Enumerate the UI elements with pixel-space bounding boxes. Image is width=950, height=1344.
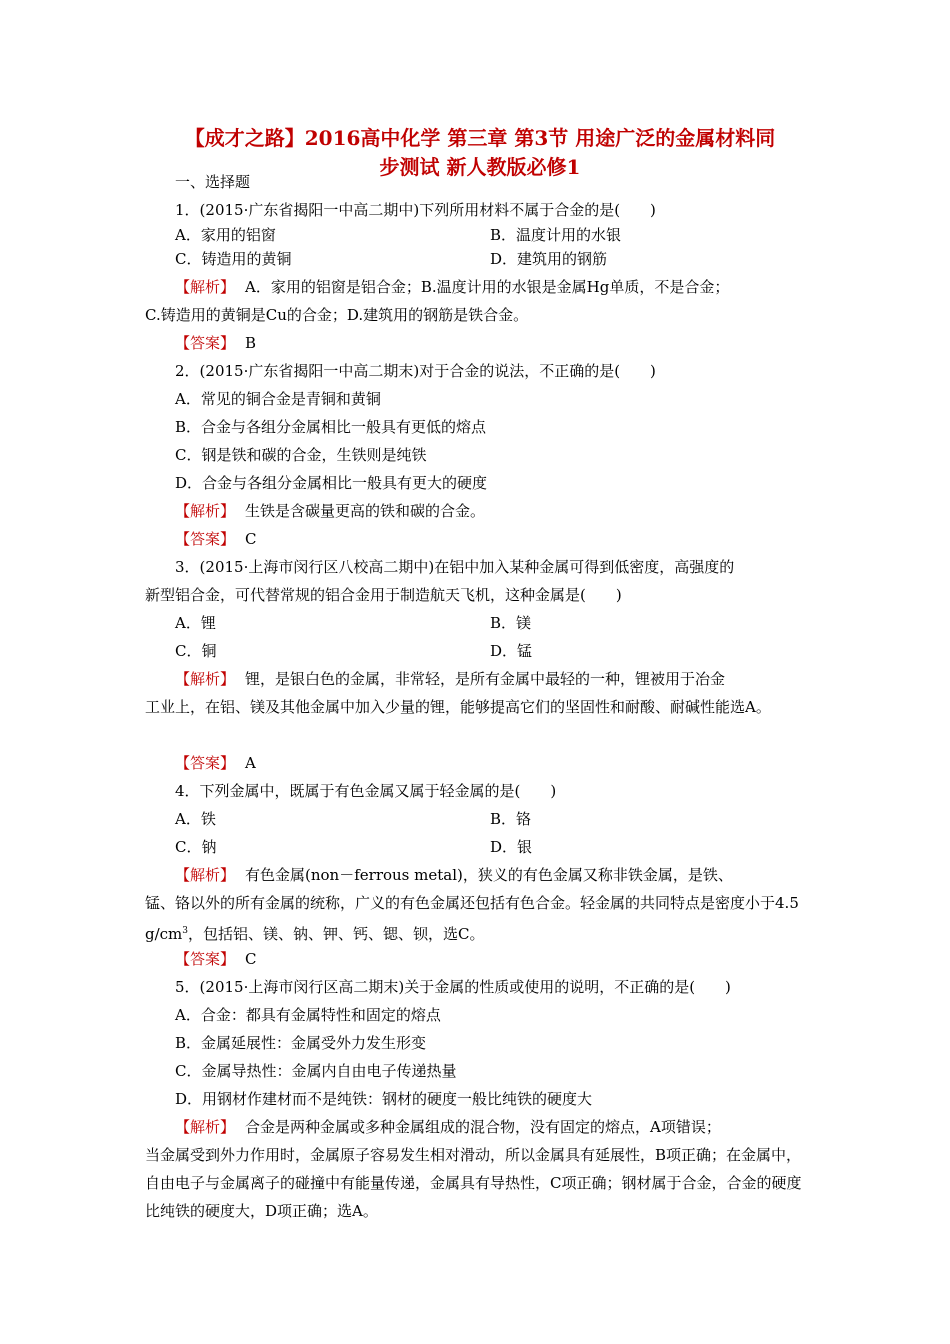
question-4 [145,777,807,973]
answer-label: 【答案】 [175,334,236,352]
option-row [145,224,807,245]
answer-line [145,945,807,973]
question-stem: 3．(2015·上海市闵行区八校高二期中)在铝中加入某种金属可得到低密度，高强度的 [175,558,735,576]
analysis-text: 锂，是银白色的金属，非常轻，是所有金属中最轻的一种，锂被用于冶金 [245,670,726,688]
analysis-text-part: 锰、铬以外的所有金属的统称，广义的有色金属还包括有色合金。轻金属的共同特点是密度小于4.5 g/cm [145,894,799,943]
document-body [145,168,807,1225]
title-line-1: 【成才之路】2016高中化学 第三章 第3节 用途广泛的金属材料同 [184,126,776,150]
option-a: A．家用的铝窗 [175,226,276,244]
analysis-line [145,665,807,693]
option-a: A．锂 [175,614,216,632]
analysis-label: 【解析】 [175,278,236,296]
analysis-continuation: C.铸造用的黄铜是Cu的合金；D.建筑用的钢筋是铁合金。 [145,306,529,324]
option-row [145,637,807,665]
analysis-text: 合金是两种金属或多种金属组成的混合物，没有固定的熔点，A项错误； [245,1118,721,1136]
question-stem-continuation: 新型铝合金，可代替常规的铝合金用于制造航天飞机，这种金属是( ) [145,586,622,604]
analysis-text: 有色金属(non－ferrous metal)，狭义的有色金属又称非铁金属，是铁、 [245,866,733,884]
option-row [145,833,807,861]
option-c: C．金属导热性：金属内自由电子传递热量 [175,1062,457,1080]
answer-label: 【答案】 [175,754,236,772]
question-3 [145,553,807,777]
question-2 [145,357,807,553]
analysis-line [145,861,807,889]
section-heading: 一、选择题 [175,173,251,191]
option-d: D．用钢材作建材而不是纯铁：钢材的硬度一般比纯铁的硬度大 [175,1090,593,1108]
analysis-line [145,273,807,301]
option-b: B．温度计用的水银 [490,226,622,244]
question-5 [145,973,807,1225]
option-d: D．建筑用的钢筋 [490,250,608,268]
question-1 [145,196,807,357]
question-stem: 2．(2015·广东省揭阳一中高二期末)对于合金的说法，不正确的是( ) [175,362,656,380]
option-a: A．铁 [175,810,216,828]
analysis-label: 【解析】 [175,502,236,520]
option-d: D．锰 [490,642,533,660]
analysis-text: A．家用的铝窗是铝合金；B.温度计用的水银是金属Hg单质，不是合金； [245,278,730,296]
option-row [145,609,807,637]
answer-line [145,329,807,357]
answer-label: 【答案】 [175,530,236,548]
option-c: C．钢是铁和碳的合金，生铁则是纯铁 [175,446,427,464]
question-stem: 4．下列金属中，既属于有色金属又属于轻金属的是( ) [175,782,557,800]
analysis-line [145,1113,807,1141]
option-b: B．镁 [490,614,532,632]
option-b: B．铬 [490,810,532,828]
option-a: A．合金：都具有金属特性和固定的熔点 [175,1006,441,1024]
option-row [145,805,807,833]
option-c: C．钠 [175,838,217,856]
answer-line [145,525,807,553]
analysis-continuation [145,889,807,945]
answer-value: C [245,530,257,548]
option-d: D．合金与各组分金属相比一般具有更大的硬度 [175,474,488,492]
question-stem: 5．(2015·上海市闵行区高二期末)关于金属的性质或使用的说明，不正确的是( ) [175,978,731,996]
option-row [145,245,807,273]
analysis-continuation: 工业上，在铝、镁及其他金属中加入少量的锂，能够提高它们的坚固性和耐酸、耐碱性能选A。 [145,698,771,716]
analysis-text-part: ，包括铝、镁、钠、钾、钙、锶、钡，选C。 [188,925,485,943]
analysis-continuation: 当金属受到外力作用时，金属原子容易发生相对滑动，所以金属具有延展性，B项正确；在金属中，自由电子与金属离子的碰撞中有能量传递，金属具有导热性，C项正确；钢材属于合金，合金的硬度比纯铁的硬度大，D项正确；选A。 [145,1146,802,1220]
answer-value: B [245,334,257,352]
option-b: B．合金与各组分金属相比一般具有更低的熔点 [175,418,487,436]
analysis-line [145,497,807,525]
analysis-label: 【解析】 [175,1118,236,1136]
title-line-2: 步测试 新人教版必修1 [379,155,581,179]
option-c: C．铸造用的黄铜 [175,250,292,268]
option-c: C．铜 [175,642,217,660]
option-b: B．金属延展性：金属受外力发生形变 [175,1034,427,1052]
answer-value: A [245,754,256,772]
analysis-label: 【解析】 [175,670,236,688]
answer-label: 【答案】 [175,950,236,968]
answer-value: C [245,950,257,968]
option-d: D．银 [490,838,533,856]
analysis-text: 生铁是含碳量更高的铁和碳的合金。 [245,502,486,520]
analysis-label: 【解析】 [175,866,236,884]
superscript: 3 [182,926,189,936]
question-stem: 1．(2015·广东省揭阳一中高二期中)下列所用材料不属于合金的是( ) [175,201,656,219]
answer-line [145,749,807,777]
option-a: A．常见的铜合金是青铜和黄铜 [175,390,381,408]
